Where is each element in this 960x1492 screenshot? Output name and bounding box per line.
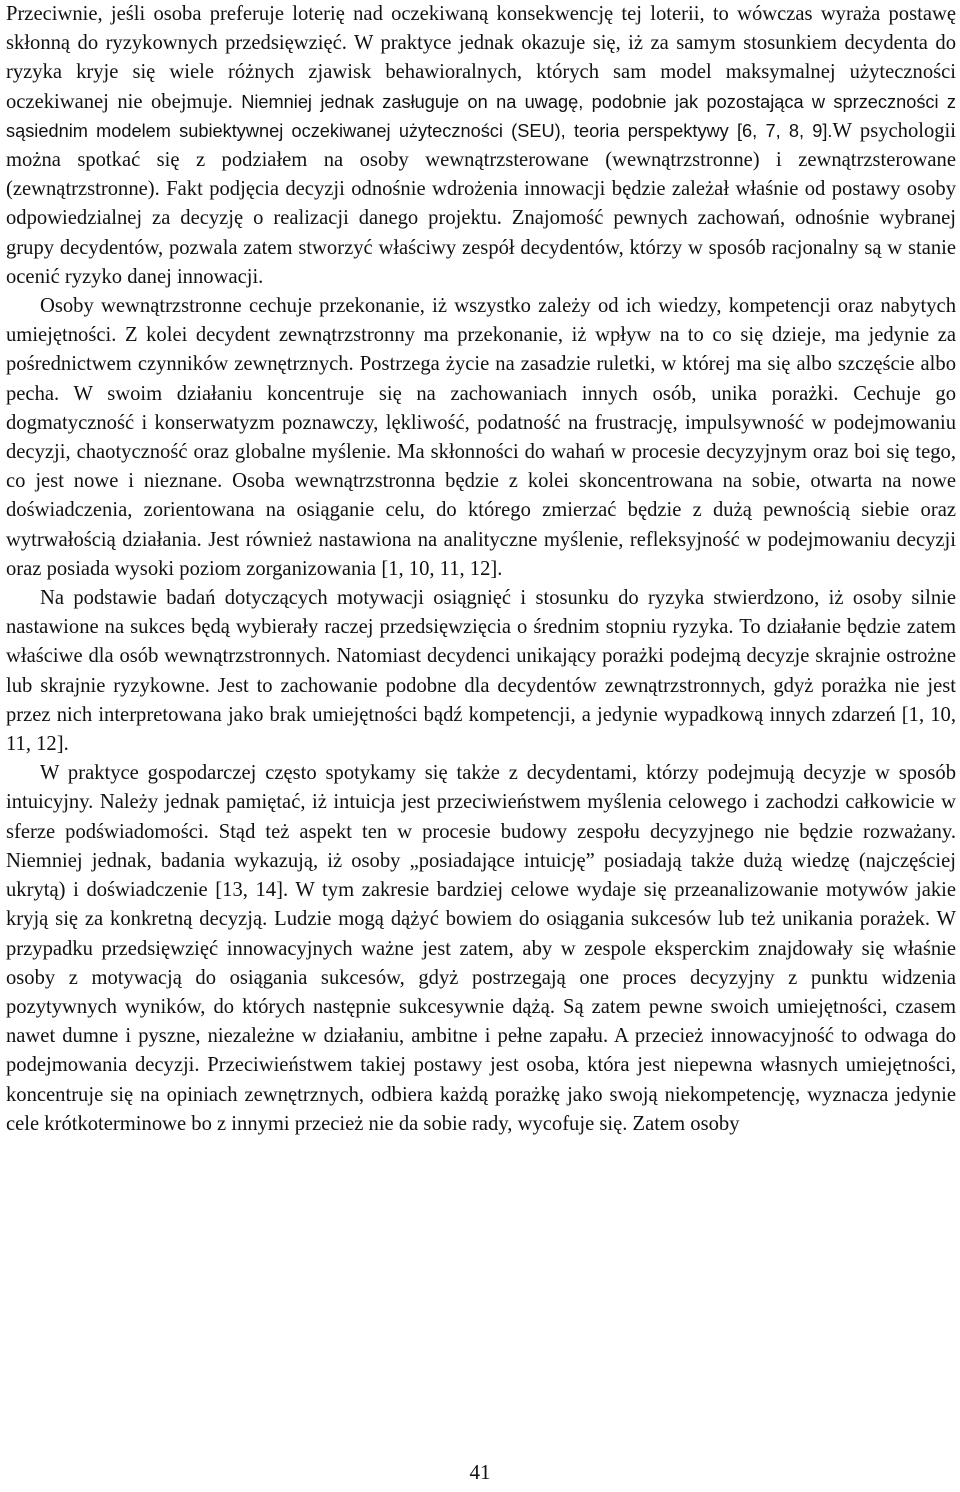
paragraph-risk-attitude xyxy=(6,0,956,292)
paragraph-intuition: W praktyce gospodarczej często spotykamy się także z decydentami, którzy podejmują decyzje w sposób intuicyjny. Należy jednak pamiętać, iż intuicja jest przeciwieństwem myślenia celowego i zachodzi całkowicie w sferze podświadomości. Stąd też aspekt ten w procesie budowy zespołu decyzyjnego nie będzie rozważany. Niemniej jednak, badania wykazują, iż osoby „posiadające intuicję” posiadają także dużą wiedzę (najczęściej ukrytą) i doświadczenie [13, 14]. W tym zakresie bardziej celowe wydaje się przeanalizowanie motywów jakie kryją się za konkretną decyzją. Ludzie mogą dążyć bowiem do osiągania sukcesów lub też unikania porażek. W przypadku przedsięwzięć innowacyjnych ważne jest zatem, aby w zespole eksperckim znajdowały się właśnie osoby z motywacją do osiągania sukcesów, gdyż postrzegają one proces decyzyjny z punktu widzenia pozytywnych wyników, do których następnie sukcesywnie dążą. Są zatem pewne swoich umiejętności, czasem nawet dumne i pyszne, niezależne w działaniu, ambitne i pełne zapału. A przecież innowacyjność to odwaga do podejmowania decyzji. Przeciwieństwem takiej postawy jest osoba, która jest niepewna własnych umiejętności, koncentruje się na opiniach zewnętrznych, odbiera każdą porażkę jako swoją niekompetencję, wyznacza jedynie cele krótkoterminowe bo z innymi przecież nie da sobie rady, wycofuje się. Zatem osoby xyxy=(6,762,956,1135)
page-number: 41 xyxy=(469,1460,491,1484)
paragraph-segment-lottery: Przeciwnie, jeśli osoba preferuje loterię nad oczekiwaną konsekwencję tej loterii, to wówczas wyraża postawę skłonną do ryzykownych przedsięwzięć. W praktyce jednak okazuje się, iż za samym stosunkiem decydenta do ryzyka kryje się wiele różnych zjawisk behawioralnych, których sam model maksymalnej użyteczności oczekiwanej nie obejmuje. xyxy=(6,3,956,113)
paragraph-achievement-motivation: Na podstawie badań dotyczących motywacji osiągnięć i stosunku do ryzyka stwierdzono, iż osoby silnie nastawione na sukces będą wybierały raczej przedsięwzięcia o średnim stopniu ryzyka. To działanie będzie zatem właściwe dla osób wewnątrzstronnych. Natomiast decydenci unikający porażki podejmą decyzje skrajnie ostrożne lub skrajnie ryzykowne. Jest to zachowanie podobne dla decydentów zewnątrzstronnych, gdyż porażka nie jest przez nich interpretowana jako brak umiejętności bądź kompetencji, a jedynie wypadkową innych zdarzeń [1, 10, 11, 12]. xyxy=(6,587,956,756)
paragraph-segment-locus-of-control: W psychologii można spotkać się z podziałem na osoby wewnątrzsterowane (wewnątrzstronne) i zewnątrzsterowane (zewnątrzstronne). Fakt podjęcia decyzji odnośnie wdrożenia innowacji będzie zależał właśnie od postawy osoby odpowiedzialnej za decyzję o realizacji danego projektu. Znajomość pewnych zachowań, odnośnie wybranej grupy decydentów, pozwala zatem stworzyć właściwy zespół decydentów, którzy w sposób racjonalny są w stanie ocenić ryzyko danej innowacji. xyxy=(6,119,956,288)
document-page xyxy=(6,0,956,1139)
paragraph-internal-external: Osoby wewnątrzstronne cechuje przekonanie, iż wszystko zależy od ich wiedzy, kompetencji oraz nabytych umiejętności. Z kolei decydent zewnątrzstronny ma przekonanie, iż wpływ na to co się dzieje, ma jedynie za pośrednictwem czynników zewnętrznych. Postrzega życie na zasadzie ruletki, w której ma się albo szczęście albo pecha. W swoim działaniu koncentruje się na zachowaniach innych osób, unika porażki. Cechuje go dogmatyczność i konserwatyzm poznawczy, lękliwość, podatność na frustrację, impulsywność w podejmowaniu decyzji, chaotyczność oraz globalne myślenie. Ma skłonności do wahań w procesie decyzyjnym oraz boi się tego, co jest nowe i nieznane. Osoba wewnątrzstronna będzie z kolei skoncentrowana na sobie, otwarta na nowe doświadczenia, zorientowana na osiąganie celu, do którego zmierzać będzie z dużą pewnością siebie oraz wytrwałością działania. Jest również nastawiona na analityczne myślenie, refleksyjność w podejmowaniu decyzji oraz posiada wysoki poziom zorganizowania [1, 10, 11, 12]. xyxy=(6,295,956,580)
paragraph-segment-prospect-theory: Niemniej jednak zasługuje on na uwagę, podobnie jak pozostająca w sprzeczności z sąsiednim modelem subiektywnej oczekiwanej użyteczności (SEU), teoria perspektywy [6, 7, 8, 9]. xyxy=(6,91,956,141)
